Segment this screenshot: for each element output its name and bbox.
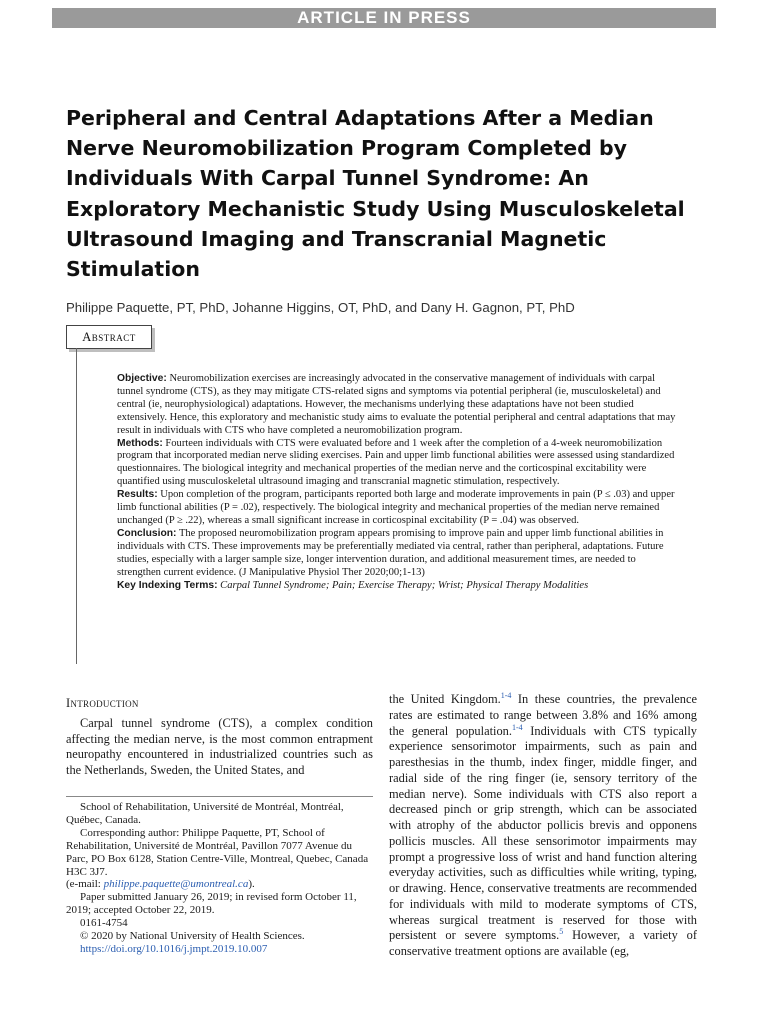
introduction-paragraph-left: Carpal tunnel syndrome (CTS), a complex condition affecting the median nerve, is the most common entrapment neuropathy encountered in industrialized countries such as the Netherlands, Sweden, the United States, and <box>66 715 373 777</box>
abstract-keywords <box>117 580 677 593</box>
abstract-objective <box>117 373 677 438</box>
reference-5[interactable]: 5 <box>559 927 564 937</box>
footnote-corresponding: Corresponding author: Philippe Paquette, PT, School of Rehabilitation, Université de Montréal, Pavillon 7077 Avenue du Parc, PO Box 6128, Station Centre-Ville, Montreal, Quebec, Canada H3C 3J7. <box>66 826 369 878</box>
footnote-copyright: © 2020 by National University of Health Sciences. <box>80 930 305 943</box>
doi-link[interactable]: https://doi.org/10.1016/j.jmpt.2019.10.007 <box>80 942 268 955</box>
footnotes <box>66 801 373 956</box>
intro-text-b: In these countries, the prevalence rates are estimated to range between 3.8% and 16% among the general population. <box>389 692 697 738</box>
right-column <box>389 692 697 960</box>
methods-label: Methods: <box>117 437 163 449</box>
objective-label: Objective: <box>117 373 167 384</box>
results-text: Upon completion of the program, participants reported both large and moderate improvements in pain (P ≤ .03) and upper limb functional abilities (P = .02), respectively. The biological integrity and mechanical properties of the median nerve remained unchanged (P ≥ .22), whereas a small significant increase in corticospinal excitability (P = .04) was observed. <box>117 489 675 526</box>
reference-1-4-a[interactable]: 1-4 <box>500 690 512 700</box>
keywords-label: Key Indexing Terms: <box>117 579 218 591</box>
reference-1-4-b[interactable]: 1-4 <box>511 722 523 732</box>
footnote-doi <box>66 943 373 956</box>
left-column <box>66 696 373 779</box>
objective-text: Neuromobilization exercises are increasingly advocated in the conservative management of individuals with carpal tunnel syndrome (CTS), as they may mitigate CTS-related signs and symptoms via potential peripheral (ie, musculoskeletal) and central (ie, neurophysiological) adaptations. However, the mechanisms underlying these adaptations have not been studied extensively. Hence, this exploratory and mechanistic study aims to evaluate the potential peripheral and central adaptations that may result in individuals with CTS who have completed a neuromobilization program. <box>117 373 676 436</box>
methods-text: Fourteen individuals with CTS were evaluated before and 1 week after the completion of a 4-week neuromobilization program that incorporated median nerve sliding exercises. Pain and upper limb functional abilities were assessed using standardized questionnaires. The biological integrity and mechanical properties of the median nerve and the corticospinal excitability were quantified using musculoskeletal ultrasound imaging and transcranial magnetic stimulation, respectively. <box>117 437 675 488</box>
abstract-label: Abstract <box>66 325 152 349</box>
abstract-methods <box>117 438 677 490</box>
abstract-rule <box>76 348 77 664</box>
email-link[interactable]: philippe.paquette@umontreal.ca <box>103 878 249 891</box>
email-prefix: (e-mail: <box>66 878 104 891</box>
email-suffix: ). <box>248 878 255 891</box>
footnote-issn: 0161-4754 <box>80 917 128 930</box>
footnote-affiliation: School of Rehabilitation, Université de Montréal, Montréal, Québec, Canada. <box>66 801 344 826</box>
abstract-body <box>117 373 677 592</box>
article-title: Peripheral and Central Adaptations After a Median Nerve Neuromobilization Program Completed by Individuals With Carpal Tunnel Syndrome: An Exploratory Mechanistic Study Using Musculoskeletal Ultrasound Imaging and Transcranial Magnetic Stimulation <box>66 106 685 282</box>
footnote-email <box>66 878 373 891</box>
footnote-submitted: Paper submitted January 26, 2019; in revised form October 11, 2019; accepted October 22, 2019. <box>66 891 357 917</box>
keywords-text: Carpal Tunnel Syndrome; Pain; Exercise Therapy; Wrist; Physical Therapy Modalities <box>220 579 589 591</box>
introduction-heading: Introduction <box>66 696 139 710</box>
author-list: Philippe Paquette, PT, PhD, Johanne Higgins, OT, PhD, and Dany H. Gagnon, PT, PhD <box>66 300 575 315</box>
intro-text-d: However, a variety of conservative treatment options are available (eg, <box>389 928 697 958</box>
introduction-paragraph-right <box>389 692 697 960</box>
conclusion-label: Conclusion: <box>117 527 177 539</box>
footnote-rule <box>66 796 373 797</box>
results-label: Results: <box>117 489 158 501</box>
article-in-press-banner: ARTICLE IN PRESS <box>52 8 716 28</box>
abstract-results <box>117 489 677 528</box>
intro-text-a: the United Kingdom. <box>389 692 501 706</box>
intro-text-c: Individuals with CTS typically experience sensorimotor impairments, such as pain and paresthesias in the thumb, index finger, middle finger, and radial side of the ring finger (ie, sensory territory of the median nerve). Some individuals with CTS also report a decreased pinch or grip strength, which can be associated with atrophy of the abductor pollicis brevis and opponens pollicis muscles. All these sensorimotor impairments may prompt a progressive loss of wrist and hand function altering everyday activities, such as difficulties while writing, typing, or drawing. Hence, conservative treatments are recommended for individuals with mild to moderate symptoms of CTS, whereas surgical treatment is reserved for those with persistent or severe symptoms. <box>389 723 697 943</box>
abstract-conclusion <box>117 528 677 580</box>
conclusion-text: The proposed neuromobilization program appears promising to improve pain and upper limb functional abilities in individuals with CTS. These improvements may be preferentially mediated via central, rather than peripheral, adaptations. Future studies, especially with a larger sample size, longer intervention duration, and additional measurement times, are needed to strengthen current evidence. (J Manipulative Physiol Ther 2020;00;1-13) <box>117 527 664 578</box>
